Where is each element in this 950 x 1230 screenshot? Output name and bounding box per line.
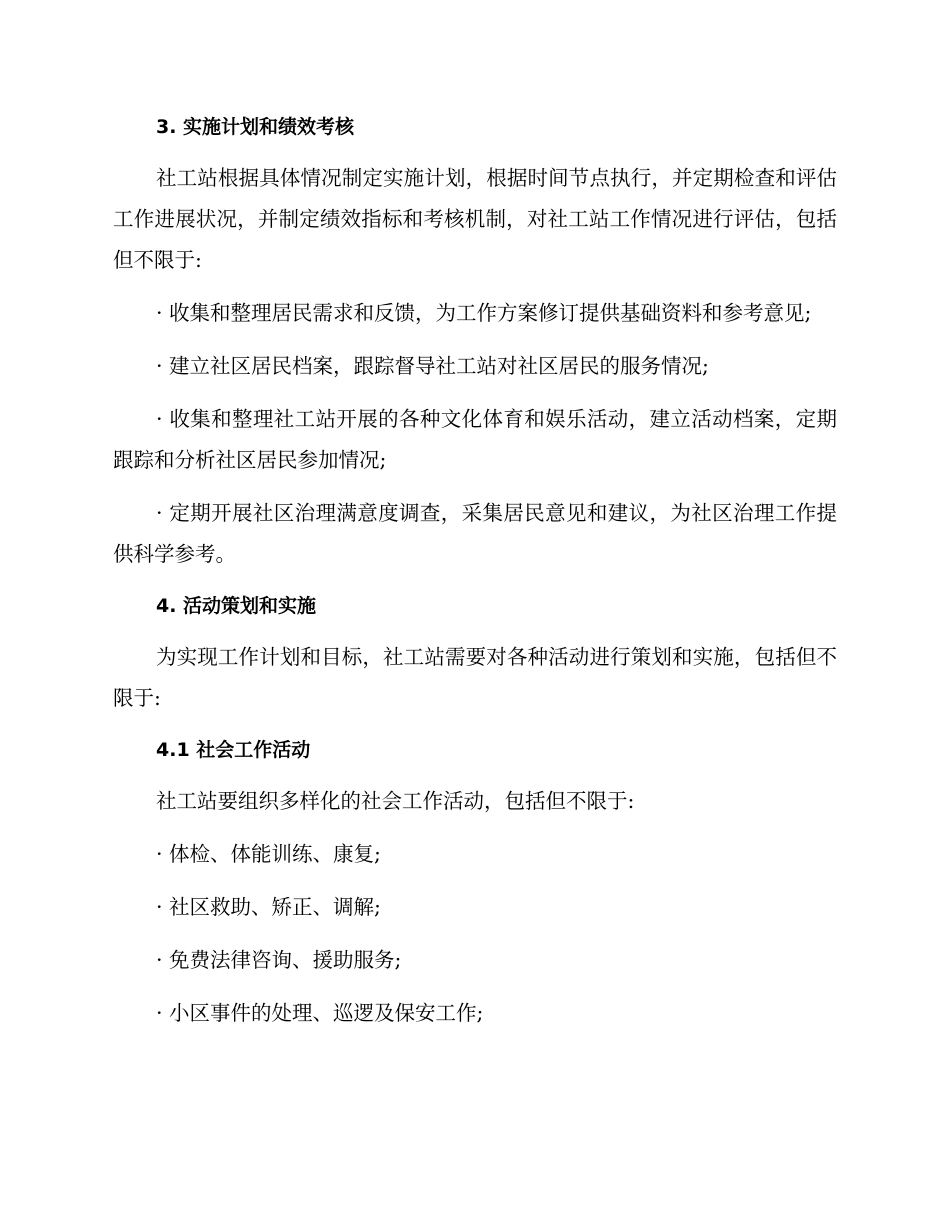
list-item: · 收集和整理居民需求和反馈，为工作方案修订提供基础资料和参考意见; <box>156 301 812 325</box>
list-item: · 社区救助、矫正、调解; <box>156 895 381 919</box>
document-body <box>113 108 837 1046</box>
list-item: · 建立社区居民档案，跟踪督导社工站对社区居民的服务情况; <box>156 354 709 378</box>
section-heading-3: 3. 实施计划和绩效考核 <box>156 116 355 138</box>
section-heading-4: 4. 活动策划和实施 <box>156 595 317 617</box>
section-3-intro: 社工站根据具体情况制定实施计划，根据时间节点执行，并定期检查和评估工作进展状况，并制定绩效指标和考核机制，对社工站工作情况进行评估，包括但不限于: <box>113 166 837 272</box>
list-item: · 体检、体能训练、康复; <box>156 842 381 866</box>
section-4-intro: 为实现工作计划和目标，社工站需要对各种活动进行策划和实施，包括但不限于: <box>113 645 837 710</box>
list-item: · 定期开展社区治理满意度调查，采集居民意见和建议，为社区治理工作提供科学参考。 <box>113 501 837 566</box>
section-4-1-intro: 社工站要组织多样化的社会工作活动，包括但不限于: <box>156 789 635 813</box>
section-heading-4-1: 4.1 社会工作活动 <box>156 739 311 761</box>
list-item: · 小区事件的处理、巡逻及保安工作; <box>156 1001 484 1025</box>
list-item: · 免费法律咨询、援助服务; <box>156 948 402 972</box>
list-item: · 收集和整理社工站开展的各种文化体育和娱乐活动，建立活动档案，定期跟踪和分析社区居民参加情况; <box>113 407 837 472</box>
